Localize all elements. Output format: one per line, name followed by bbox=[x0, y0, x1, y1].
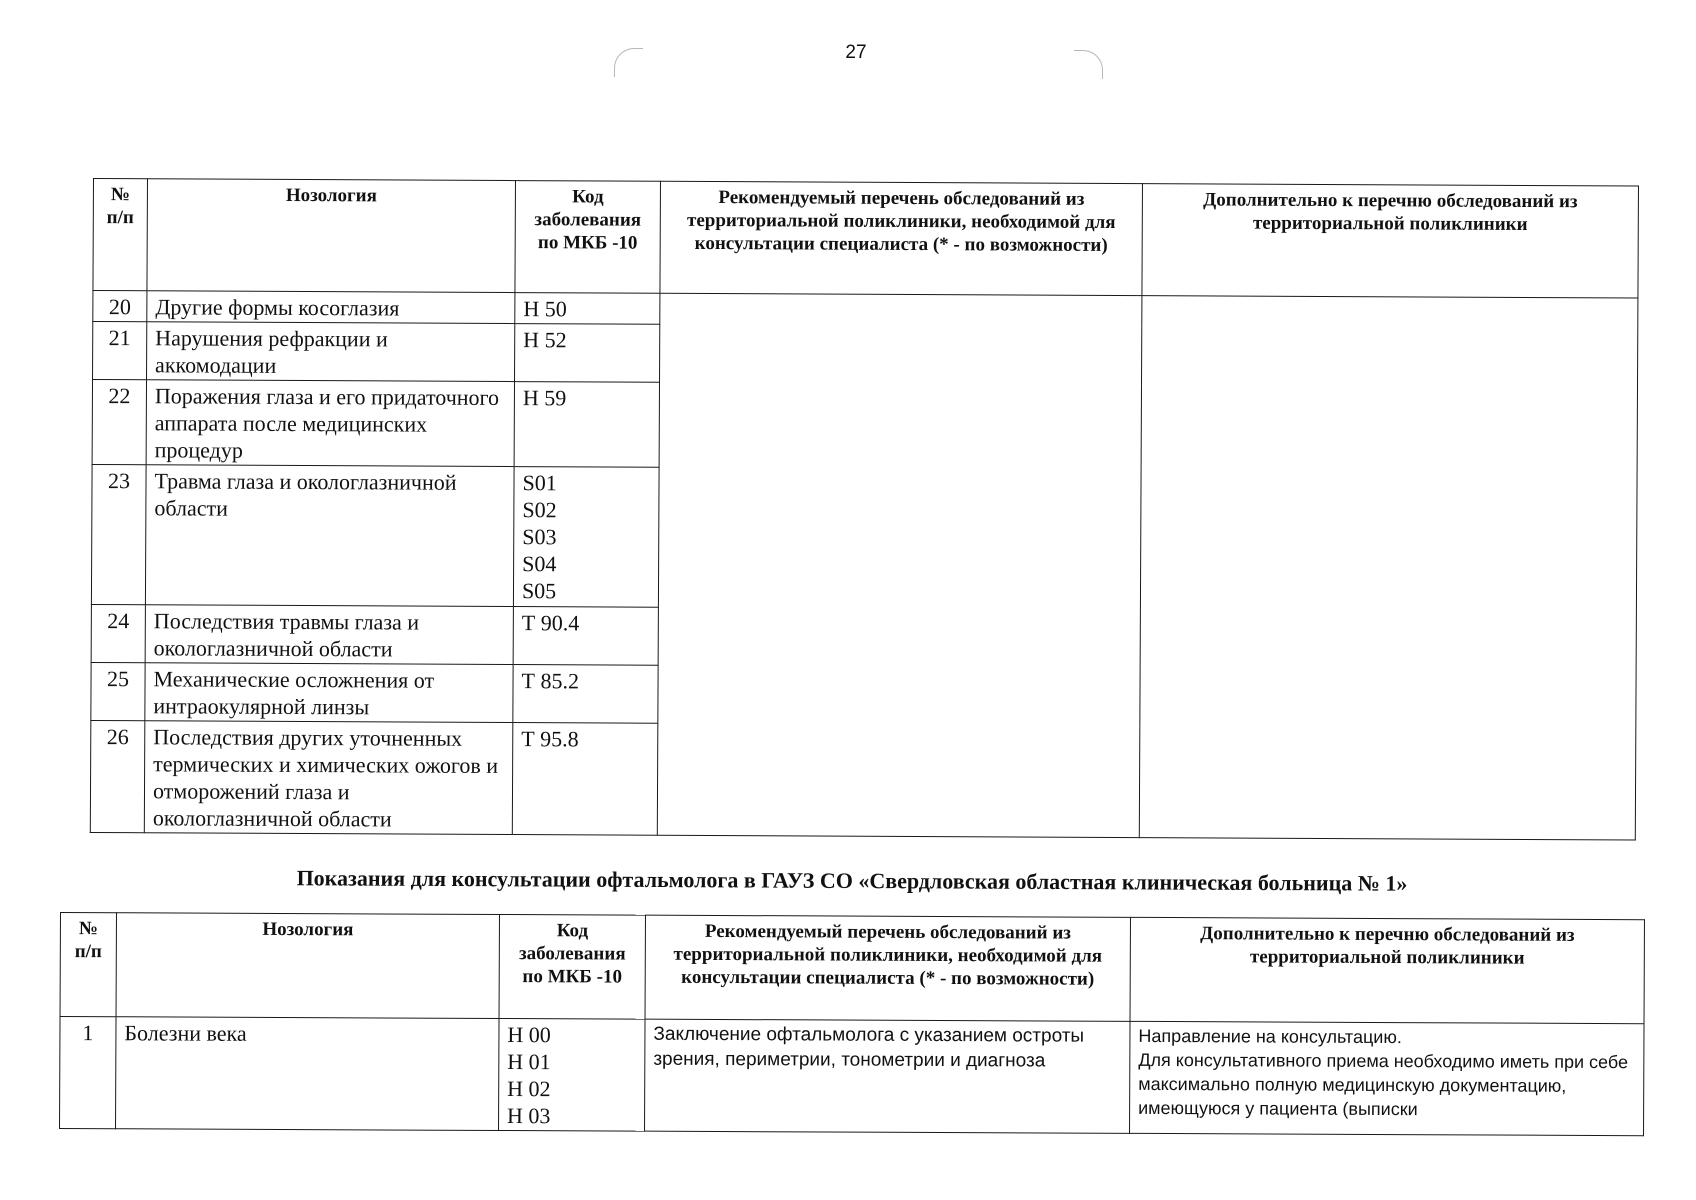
code-item: Т 90.4 bbox=[521, 610, 580, 636]
scan-artifact-left bbox=[614, 48, 643, 77]
recommended-cell-empty bbox=[657, 293, 1142, 837]
row-num: 26 bbox=[90, 720, 145, 832]
row-num: 24 bbox=[91, 604, 145, 662]
header-additional: Дополнительно к перечню обследований из территориальной поликлиники bbox=[1142, 184, 1639, 298]
header-num: № п/п bbox=[93, 179, 148, 291]
row-nosology: Нарушения рефракции и аккомодации bbox=[147, 322, 515, 382]
ophthalmology-indications-table bbox=[59, 912, 1645, 1136]
row-nosology: Последствия других уточненных термических и химических ожогов и отморожений глаза и окологлазничной области bbox=[144, 721, 513, 835]
header-recommended: Рекомендуемый перечень обследований из территориальной поликлиники, необходимой для консультации специалиста (* - по возможности) bbox=[645, 915, 1130, 1021]
section-title: Показания для консультации офтальмолога в ГАУЗ СО «Свердловская областная клиническая больница № 1» bbox=[296, 865, 1408, 896]
row-code bbox=[513, 665, 658, 724]
row-code bbox=[515, 324, 660, 383]
code-item: S02 bbox=[522, 497, 557, 523]
row-additional bbox=[1130, 1021, 1645, 1135]
code-item: S05 bbox=[521, 578, 557, 604]
row-nosology: Травма глаза и окологлазничной области bbox=[145, 465, 514, 607]
row-code bbox=[515, 293, 660, 325]
code-item: S01 bbox=[522, 470, 557, 496]
row-code bbox=[513, 467, 659, 608]
code-item: Н 52 bbox=[523, 327, 567, 353]
page-number: 27 bbox=[845, 42, 867, 63]
row-nosology: Поражения глаза и его придаточного аппарата после медицинских процедур bbox=[146, 380, 514, 467]
additional-line: Направление на консультацию. bbox=[1138, 1025, 1402, 1048]
row-nosology: Последствия травмы глаза и окологлазничной области bbox=[145, 605, 513, 665]
row-nosology: Другие формы косоглазия bbox=[147, 291, 515, 324]
header-nosology: Нозология bbox=[147, 179, 516, 293]
code-item: Т 85.2 bbox=[521, 668, 580, 694]
code-item: Н 50 bbox=[523, 296, 567, 322]
additional-cell-empty bbox=[1139, 296, 1638, 840]
header-code: Код заболевания по МКБ -10 bbox=[499, 914, 645, 1019]
row-num: 23 bbox=[91, 464, 146, 604]
code-item: Н 02 bbox=[507, 1076, 551, 1102]
code-item: Н 01 bbox=[507, 1049, 551, 1075]
header-code: Код заболевания по МКБ -10 bbox=[515, 181, 661, 294]
header-recommended: Рекомендуемый перечень обследований из территориальной поликлиники, необходимой для консультации специалиста (* - по возможности) bbox=[660, 181, 1143, 295]
nosology-table-continued bbox=[90, 178, 1639, 841]
header-nosology: Нозология bbox=[116, 913, 499, 1019]
table-row bbox=[60, 1017, 1644, 1136]
row-num: 20 bbox=[93, 291, 147, 322]
row-code bbox=[514, 382, 659, 468]
scan-artifact-right bbox=[1074, 50, 1103, 79]
header-additional: Дополнительно к перечню обследований из территориальной поликлиники bbox=[1130, 917, 1644, 1023]
row-recommended: Заключение офтальмолога с указанием остроты зрения, периметрии, тонометрии и диагноза bbox=[645, 1019, 1131, 1133]
row-code bbox=[512, 723, 658, 836]
row-nosology: Механические осложнения от интраокулярной линзы bbox=[145, 663, 513, 723]
row-num: 25 bbox=[91, 662, 145, 720]
code-item: Н 00 bbox=[507, 1022, 551, 1048]
code-item: Т 95.8 bbox=[521, 726, 579, 752]
code-item: S04 bbox=[522, 551, 557, 577]
row-num: 21 bbox=[93, 322, 147, 380]
code-item: S03 bbox=[522, 524, 557, 550]
row-num: 1 bbox=[60, 1017, 117, 1129]
code-item: Н 03 bbox=[507, 1103, 551, 1129]
row-code bbox=[513, 607, 658, 666]
row-code bbox=[499, 1018, 646, 1131]
code-item: Н 59 bbox=[522, 385, 567, 411]
additional-line: Для консультативного приема необходимо иметь при себе максимально полную медицинскую документацию, имеющуюся у пациента (выписки bbox=[1138, 1049, 1629, 1120]
header-num: № п/п bbox=[60, 913, 116, 1017]
row-num: 22 bbox=[92, 380, 146, 465]
row-nosology: Болезни века bbox=[116, 1017, 500, 1131]
